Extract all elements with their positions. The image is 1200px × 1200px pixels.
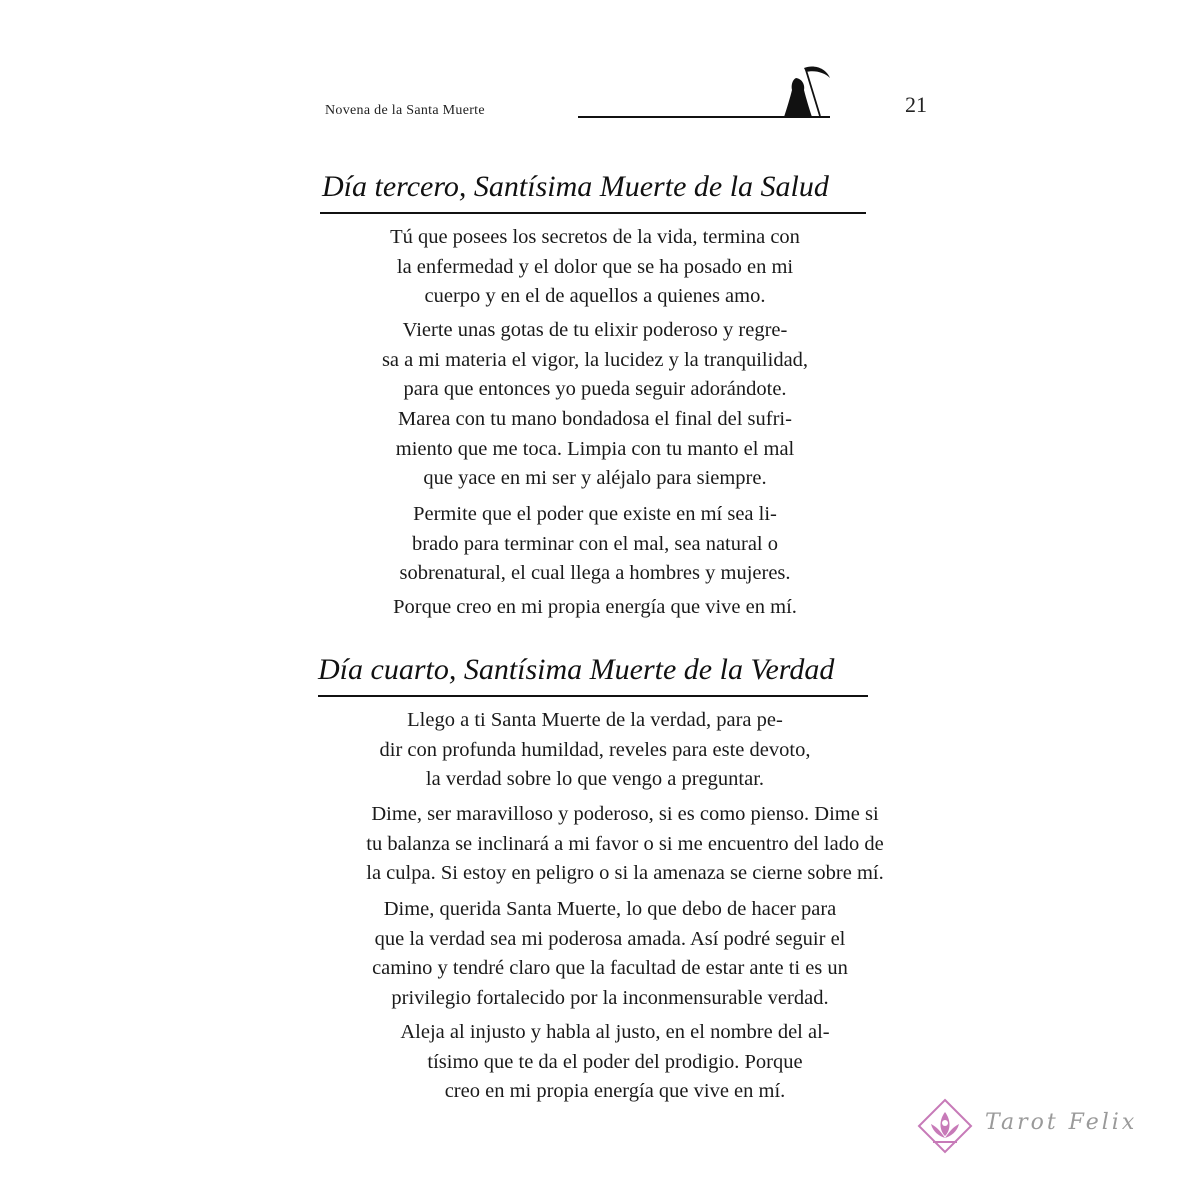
grim-reaper-icon [782, 64, 832, 118]
paragraph: Porque creo en mi propia energía que vive en mí. [393, 596, 797, 618]
section-title-dia-cuarto: Día cuarto, Santísima Muerte de la Verdad [318, 653, 835, 686]
paragraph: Tú que posees los secretos de la vida, termina con la enfermedad y el dolor que se ha posado en mi cuerpo y en el de aquellos a quienes amo. [390, 226, 800, 307]
section-rule [320, 212, 866, 214]
section-rule [318, 695, 868, 697]
paragraph: Marea con tu mano bondadosa el final del sufri- miento que me toca. Limpia con tu manto el mal que yace en mi ser y aléjalo para siempre. [395, 408, 795, 489]
page-number: 21 [905, 92, 927, 117]
paragraph: Aleja al injusto y habla al justo, en el nombre del al- tísimo que te da el poder del prodigio. Porque creo en mi propia energía que vive en mí. [400, 1021, 830, 1102]
section-title-dia-tercero: Día tercero, Santísima Muerte de la Salud [322, 170, 829, 203]
paragraph: Permite que el poder que existe en mí sea li- brado para terminar con el mal, sea natural o sobrenatural, el cual llega a hombres y mujeres. [399, 503, 791, 584]
lotus-logo-icon [915, 1098, 975, 1154]
paragraph: Dime, ser maravilloso y poderoso, si es como pienso. Dime si tu balanza se inclinará a mi favor o si me encuentro del lado de la culpa. Si estoy en peligro o si la amenaza se cierne sobre mí. [366, 803, 884, 884]
paragraph: Llego a ti Santa Muerte de la verdad, para pe- dir con profunda humildad, reveles para este devoto, la verdad sobre lo que vengo a preguntar. [379, 709, 811, 790]
paragraph: Dime, querida Santa Muerte, lo que debo de hacer para que la verdad sea mi poderosa amada. Así podré seguir el camino y tendré claro que la facultad de estar ante ti es un privilegio fortalecido por la inconmensurable verdad. [372, 898, 848, 1009]
running-header-title: Novena de la Santa Muerte [325, 103, 485, 118]
watermark [915, 1098, 1155, 1154]
paragraph: Vierte unas gotas de tu elixir poderoso y regre- sa a mi materia el vigor, la lucidez y la tranquilidad, para que entonces yo pueda seguir adorándote. [381, 319, 809, 400]
watermark-text: Tarot Felix [985, 1110, 1138, 1135]
